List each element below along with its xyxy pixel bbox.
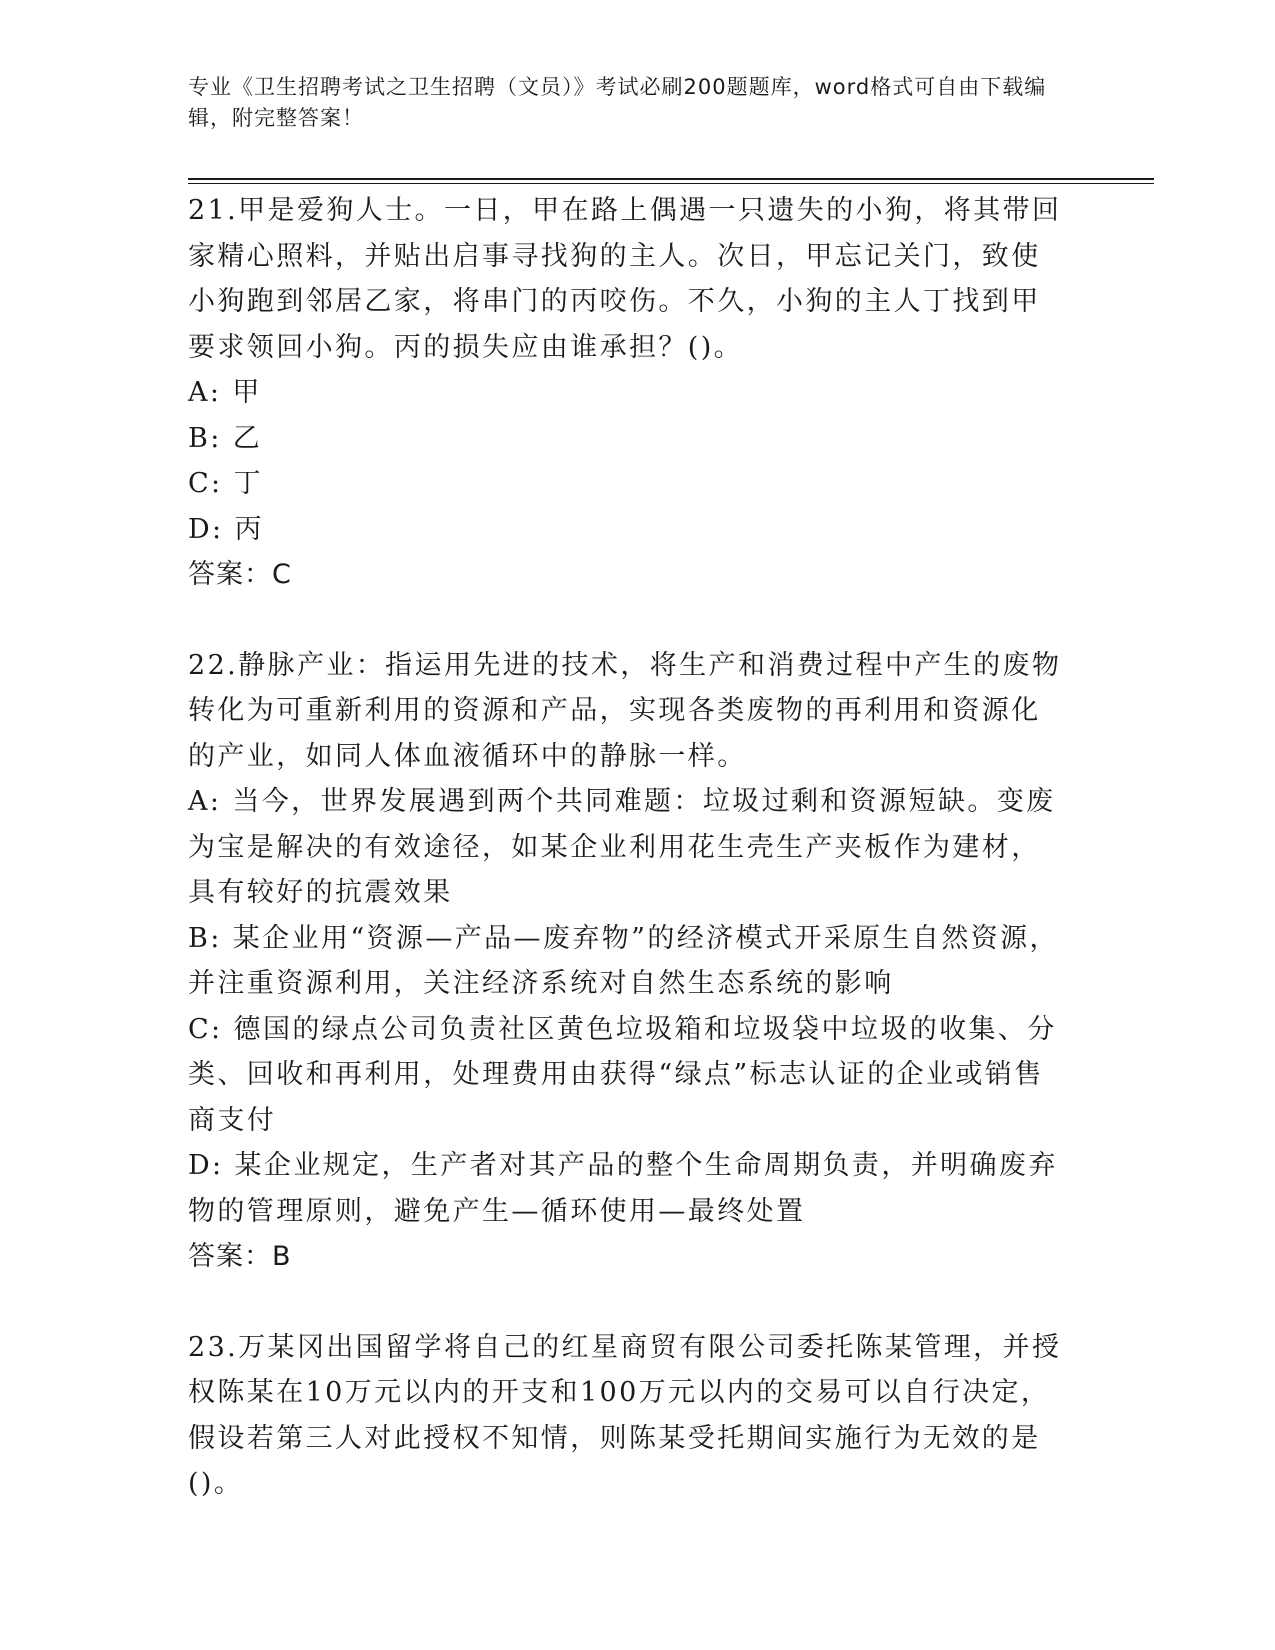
question-stem: 22.静脉产业：指运用先进的技术，将生产和消费过程中产生的废物转化为可重新利用的资源和产品，实现各类废物的再利用和资源化的产业，如同人体血液循环中的静脉一样。 [188, 649, 1062, 772]
question-21 [188, 188, 1068, 598]
option-d: D: 丙 [188, 513, 264, 545]
option-d: D: 某企业规定，生产者对其产品的整个生命周期负责，并明确废弃物的管理原则，避免产生—循环使用—最终处置 [188, 1150, 1058, 1227]
question-stem: 21.甲是爱狗人士。一日，甲在路上偶遇一只遗失的小狗，将其带回家精心照料，并贴出启事寻找狗的主人。次日，甲忘记关门，致使小狗跑到邻居乙家，将串门的丙咬伤。不久，小狗的主人丁找到甲要求领回小狗。丙的损失应由谁承担？()。 [188, 195, 1062, 363]
option-b: B: 乙 [188, 422, 263, 454]
document-header [188, 72, 1088, 134]
answer-line: 答案：C [188, 559, 292, 590]
header-divider-thin [188, 183, 1154, 184]
header-divider [188, 178, 1154, 180]
header-title: 专业《卫生招聘考试之卫生招聘（文员）》考试必刷200题题库，word格式可自由下载编辑，附完整答案！ [188, 75, 1047, 130]
document-body [188, 188, 1068, 1507]
question-stem: 23.万某冈出国留学将自己的红星商贸有限公司委托陈某管理，并授权陈某在10万元以内的开支和100万元以内的交易可以自行决定，假设若第三人对此授权不知情，则陈某受托期间实施行为无效的是()。 [188, 1331, 1062, 1499]
option-a: A: 甲 [188, 377, 262, 408]
question-23 [188, 1325, 1068, 1507]
question-22 [188, 643, 1068, 1280]
option-a: A: 当今，世界发展遇到两个共同难题：垃圾过剩和资源短缺。变废为宝是解决的有效途径，如某企业利用花生壳生产夹板作为建材，具有较好的抗震效果 [188, 786, 1056, 908]
option-c: C: 丁 [188, 468, 263, 499]
option-c: C: 德国的绿点公司负责社区黄色垃圾箱和垃圾袋中垃圾的收集、分类、回收和再利用，处理费用由获得“绿点”标志认证的企业或销售商支付 [188, 1013, 1057, 1136]
answer-line: 答案：B [188, 1241, 292, 1272]
option-b: B: 某企业用“资源—产品—废弃物”的经济模式开采原生自然资源，并注重资源利用，关注经济系统对自然生态系统的影响 [188, 922, 1059, 999]
